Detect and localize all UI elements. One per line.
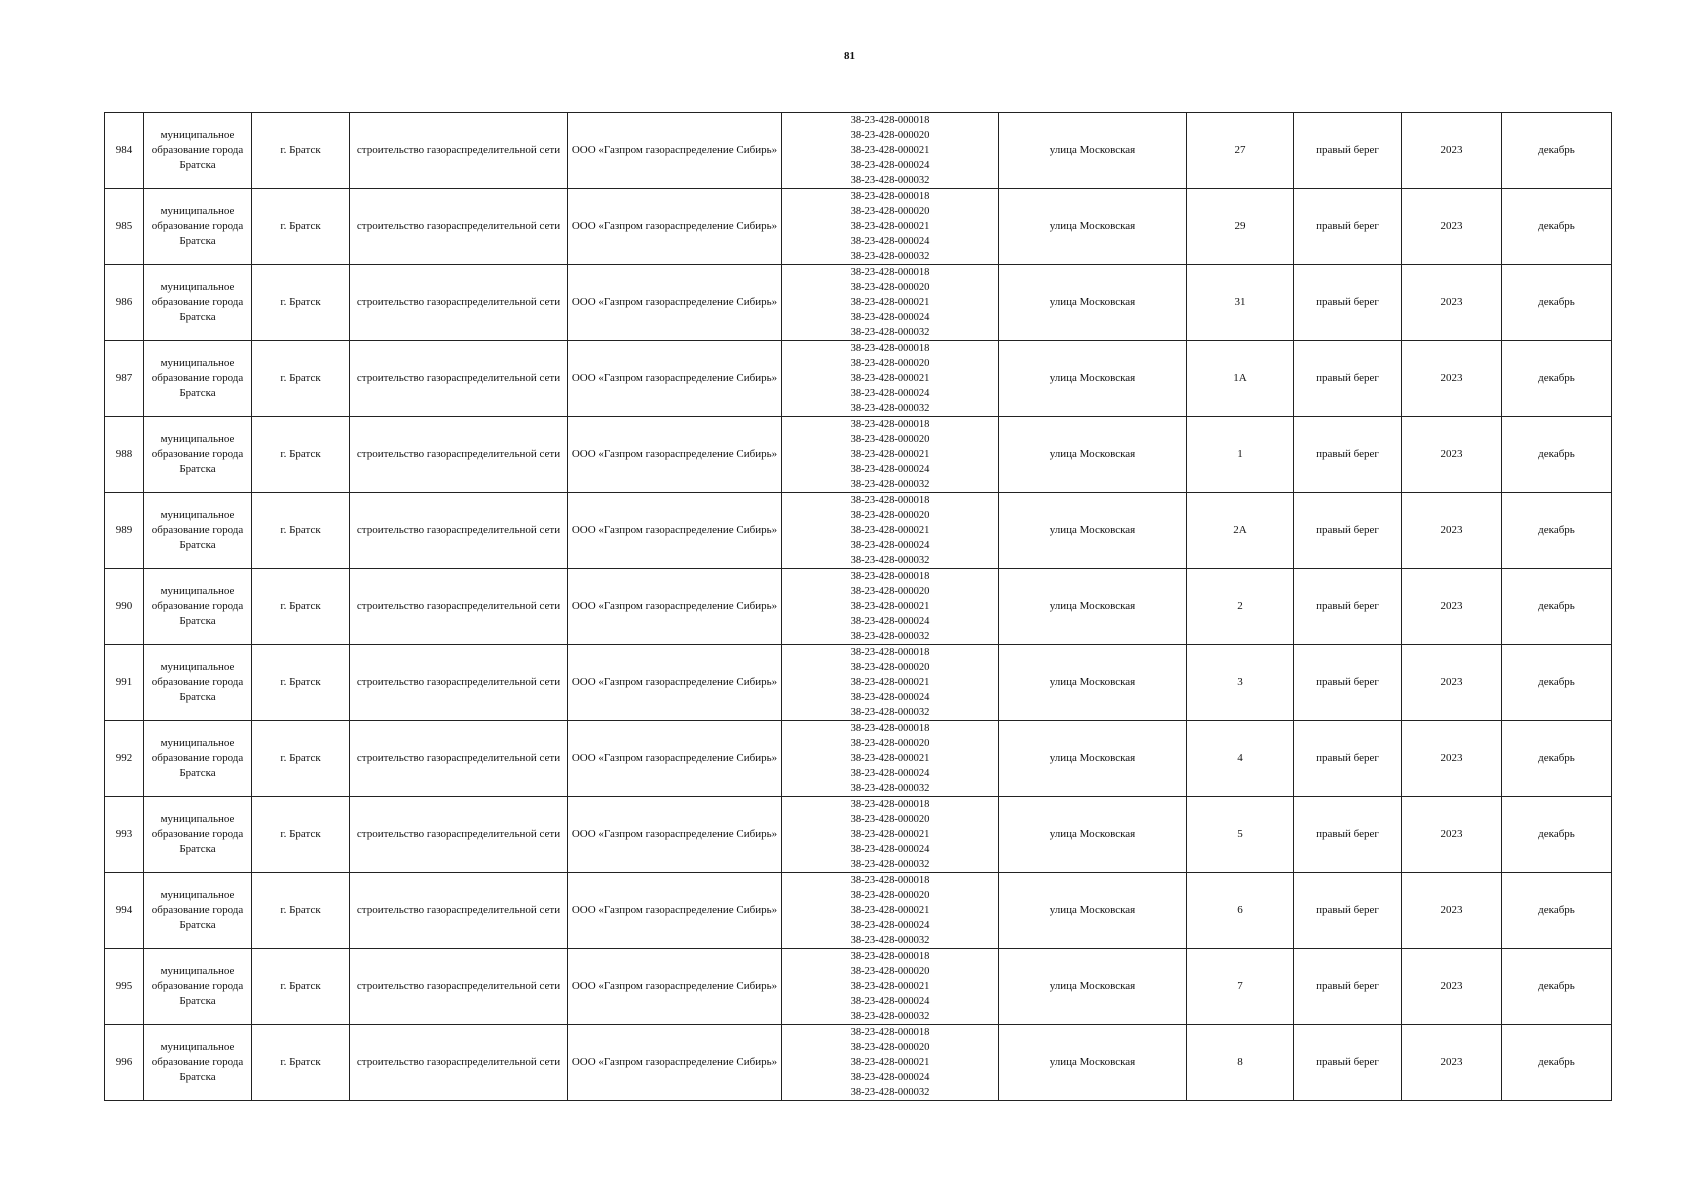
- cadastral-numbers-cell: [782, 797, 999, 873]
- cadastral-number: 38-23-428-000021: [850, 145, 930, 156]
- cadastral-number: 38-23-428-000032: [850, 707, 930, 718]
- municipality-cell: муниципальное образование города Братска: [144, 569, 252, 645]
- month-cell: декабрь: [1502, 949, 1612, 1025]
- month-cell: декабрь: [1502, 569, 1612, 645]
- cadastral-number: 38-23-428-000020: [850, 358, 930, 369]
- organization-cell: ООО «Газпром газораспределение Сибирь»: [568, 493, 782, 569]
- house-number-cell: 8: [1187, 1025, 1294, 1101]
- house-number-cell: 5: [1187, 797, 1294, 873]
- row-number: 985: [105, 189, 144, 265]
- municipality-cell: муниципальное образование города Братска: [144, 1025, 252, 1101]
- locality-cell: г. Братск: [252, 873, 350, 949]
- row-number: 984: [105, 113, 144, 189]
- work-type-cell: строительство газораспределительной сети: [350, 797, 568, 873]
- cadastral-number: 38-23-428-000021: [850, 677, 930, 688]
- organization-cell: ООО «Газпром газораспределение Сибирь»: [568, 1025, 782, 1101]
- cadastral-numbers-cell: [782, 265, 999, 341]
- registry-table: [104, 112, 1612, 1101]
- street-cell: улица Московская: [999, 797, 1187, 873]
- cadastral-number: 38-23-428-000021: [850, 449, 930, 460]
- municipality-cell: муниципальное образование города Братска: [144, 189, 252, 265]
- month-cell: декабрь: [1502, 721, 1612, 797]
- house-number-cell: 1А: [1187, 341, 1294, 417]
- table-row: [105, 341, 1612, 417]
- cadastral-number: 38-23-428-000021: [850, 905, 930, 916]
- work-type-cell: строительство газораспределительной сети: [350, 189, 568, 265]
- locality-cell: г. Братск: [252, 1025, 350, 1101]
- cadastral-number: 38-23-428-000018: [850, 571, 930, 582]
- cadastral-numbers-cell: [782, 417, 999, 493]
- cadastral-number: 38-23-428-000032: [850, 555, 930, 566]
- organization-cell: ООО «Газпром газораспределение Сибирь»: [568, 949, 782, 1025]
- street-cell: улица Московская: [999, 265, 1187, 341]
- work-type-cell: строительство газораспределительной сети: [350, 569, 568, 645]
- house-number-cell: 29: [1187, 189, 1294, 265]
- cadastral-number: 38-23-428-000020: [850, 738, 930, 749]
- cadastral-number: 38-23-428-000024: [850, 844, 930, 855]
- municipality-cell: муниципальное образование города Братска: [144, 873, 252, 949]
- table-row: [105, 417, 1612, 493]
- cadastral-number: 38-23-428-000021: [850, 297, 930, 308]
- district-cell: правый берег: [1294, 797, 1402, 873]
- work-type-cell: строительство газораспределительной сети: [350, 721, 568, 797]
- district-cell: правый берег: [1294, 721, 1402, 797]
- district-cell: правый берег: [1294, 417, 1402, 493]
- district-cell: правый берег: [1294, 341, 1402, 417]
- house-number-cell: 7: [1187, 949, 1294, 1025]
- street-cell: улица Московская: [999, 417, 1187, 493]
- organization-cell: ООО «Газпром газораспределение Сибирь»: [568, 265, 782, 341]
- district-cell: правый берег: [1294, 265, 1402, 341]
- cadastral-number: 38-23-428-000021: [850, 601, 930, 612]
- month-cell: декабрь: [1502, 265, 1612, 341]
- house-number-cell: 31: [1187, 265, 1294, 341]
- street-cell: улица Московская: [999, 113, 1187, 189]
- work-type-cell: строительство газораспределительной сети: [350, 949, 568, 1025]
- cadastral-number: 38-23-428-000024: [850, 312, 930, 323]
- street-cell: улица Московская: [999, 341, 1187, 417]
- cadastral-number: 38-23-428-000020: [850, 890, 930, 901]
- street-cell: улица Московская: [999, 873, 1187, 949]
- locality-cell: г. Братск: [252, 721, 350, 797]
- table-row: [105, 265, 1612, 341]
- cadastral-number: 38-23-428-000020: [850, 282, 930, 293]
- year-cell: 2023: [1402, 189, 1502, 265]
- work-type-cell: строительство газораспределительной сети: [350, 645, 568, 721]
- cadastral-numbers-cell: [782, 873, 999, 949]
- municipality-cell: муниципальное образование города Братска: [144, 797, 252, 873]
- registry-body: [105, 113, 1612, 1101]
- cadastral-number: 38-23-428-000021: [850, 981, 930, 992]
- cadastral-number: 38-23-428-000018: [850, 115, 930, 126]
- cadastral-number: 38-23-428-000024: [850, 540, 930, 551]
- cadastral-numbers-cell: [782, 493, 999, 569]
- work-type-cell: строительство газораспределительной сети: [350, 265, 568, 341]
- table-row: [105, 493, 1612, 569]
- year-cell: 2023: [1402, 113, 1502, 189]
- row-number: 994: [105, 873, 144, 949]
- municipality-cell: муниципальное образование города Братска: [144, 645, 252, 721]
- house-number-cell: 1: [1187, 417, 1294, 493]
- cadastral-number: 38-23-428-000032: [850, 327, 930, 338]
- municipality-cell: муниципальное образование города Братска: [144, 341, 252, 417]
- cadastral-number: 38-23-428-000032: [850, 1087, 930, 1098]
- locality-cell: г. Братск: [252, 797, 350, 873]
- cadastral-number: 38-23-428-000021: [850, 753, 930, 764]
- cadastral-number: 38-23-428-000018: [850, 343, 930, 354]
- locality-cell: г. Братск: [252, 341, 350, 417]
- row-number: 992: [105, 721, 144, 797]
- cadastral-number: 38-23-428-000021: [850, 1057, 930, 1068]
- municipality-cell: муниципальное образование города Братска: [144, 417, 252, 493]
- cadastral-number: 38-23-428-000018: [850, 1027, 930, 1038]
- locality-cell: г. Братск: [252, 645, 350, 721]
- year-cell: 2023: [1402, 265, 1502, 341]
- table-row: [105, 873, 1612, 949]
- year-cell: 2023: [1402, 797, 1502, 873]
- year-cell: 2023: [1402, 493, 1502, 569]
- locality-cell: г. Братск: [252, 265, 350, 341]
- house-number-cell: 4: [1187, 721, 1294, 797]
- organization-cell: ООО «Газпром газораспределение Сибирь»: [568, 113, 782, 189]
- year-cell: 2023: [1402, 1025, 1502, 1101]
- cadastral-number: 38-23-428-000024: [850, 160, 930, 171]
- month-cell: декабрь: [1502, 645, 1612, 721]
- locality-cell: г. Братск: [252, 189, 350, 265]
- year-cell: 2023: [1402, 417, 1502, 493]
- cadastral-number: 38-23-428-000024: [850, 692, 930, 703]
- cadastral-numbers-cell: [782, 1025, 999, 1101]
- district-cell: правый берег: [1294, 1025, 1402, 1101]
- cadastral-number: 38-23-428-000018: [850, 191, 930, 202]
- month-cell: декабрь: [1502, 341, 1612, 417]
- street-cell: улица Московская: [999, 189, 1187, 265]
- year-cell: 2023: [1402, 569, 1502, 645]
- row-number: 991: [105, 645, 144, 721]
- cadastral-number: 38-23-428-000018: [850, 723, 930, 734]
- district-cell: правый берег: [1294, 873, 1402, 949]
- row-number: 989: [105, 493, 144, 569]
- cadastral-number: 38-23-428-000032: [850, 251, 930, 262]
- district-cell: правый берег: [1294, 493, 1402, 569]
- month-cell: декабрь: [1502, 189, 1612, 265]
- cadastral-number: 38-23-428-000020: [850, 662, 930, 673]
- cadastral-numbers-cell: [782, 189, 999, 265]
- organization-cell: ООО «Газпром газораспределение Сибирь»: [568, 569, 782, 645]
- table-row: [105, 645, 1612, 721]
- month-cell: декабрь: [1502, 113, 1612, 189]
- street-cell: улица Московская: [999, 645, 1187, 721]
- table-row: [105, 721, 1612, 797]
- table-row: [105, 113, 1612, 189]
- month-cell: декабрь: [1502, 493, 1612, 569]
- cadastral-numbers-cell: [782, 645, 999, 721]
- cadastral-number: 38-23-428-000021: [850, 525, 930, 536]
- district-cell: правый берег: [1294, 645, 1402, 721]
- house-number-cell: 3: [1187, 645, 1294, 721]
- table-row: [105, 569, 1612, 645]
- cadastral-numbers-cell: [782, 569, 999, 645]
- row-number: 993: [105, 797, 144, 873]
- cadastral-number: 38-23-428-000032: [850, 175, 930, 186]
- organization-cell: ООО «Газпром газораспределение Сибирь»: [568, 873, 782, 949]
- year-cell: 2023: [1402, 873, 1502, 949]
- work-type-cell: строительство газораспределительной сети: [350, 417, 568, 493]
- cadastral-number: 38-23-428-000032: [850, 403, 930, 414]
- organization-cell: ООО «Газпром газораспределение Сибирь»: [568, 417, 782, 493]
- cadastral-number: 38-23-428-000020: [850, 1042, 930, 1053]
- locality-cell: г. Братск: [252, 113, 350, 189]
- cadastral-number: 38-23-428-000021: [850, 221, 930, 232]
- municipality-cell: муниципальное образование города Братска: [144, 949, 252, 1025]
- cadastral-number: 38-23-428-000020: [850, 130, 930, 141]
- organization-cell: ООО «Газпром газораспределение Сибирь»: [568, 341, 782, 417]
- cadastral-number: 38-23-428-000020: [850, 814, 930, 825]
- house-number-cell: 2А: [1187, 493, 1294, 569]
- organization-cell: ООО «Газпром газораспределение Сибирь»: [568, 721, 782, 797]
- table-row: [105, 189, 1612, 265]
- cadastral-number: 38-23-428-000018: [850, 951, 930, 962]
- month-cell: декабрь: [1502, 797, 1612, 873]
- year-cell: 2023: [1402, 341, 1502, 417]
- row-number: 986: [105, 265, 144, 341]
- organization-cell: ООО «Газпром газораспределение Сибирь»: [568, 189, 782, 265]
- cadastral-number: 38-23-428-000018: [850, 419, 930, 430]
- cadastral-number: 38-23-428-000024: [850, 996, 930, 1007]
- cadastral-number: 38-23-428-000024: [850, 920, 930, 931]
- street-cell: улица Московская: [999, 949, 1187, 1025]
- table-row: [105, 1025, 1612, 1101]
- house-number-cell: 2: [1187, 569, 1294, 645]
- district-cell: правый берег: [1294, 569, 1402, 645]
- cadastral-number: 38-23-428-000032: [850, 859, 930, 870]
- row-number: 990: [105, 569, 144, 645]
- cadastral-number: 38-23-428-000020: [850, 586, 930, 597]
- cadastral-number: 38-23-428-000024: [850, 616, 930, 627]
- cadastral-numbers-cell: [782, 113, 999, 189]
- table-row: [105, 949, 1612, 1025]
- municipality-cell: муниципальное образование города Братска: [144, 113, 252, 189]
- cadastral-number: 38-23-428-000018: [850, 495, 930, 506]
- work-type-cell: строительство газораспределительной сети: [350, 873, 568, 949]
- cadastral-number: 38-23-428-000024: [850, 464, 930, 475]
- district-cell: правый берег: [1294, 949, 1402, 1025]
- month-cell: декабрь: [1502, 1025, 1612, 1101]
- cadastral-numbers-cell: [782, 341, 999, 417]
- work-type-cell: строительство газораспределительной сети: [350, 493, 568, 569]
- cadastral-number: 38-23-428-000018: [850, 875, 930, 886]
- year-cell: 2023: [1402, 949, 1502, 1025]
- cadastral-number: 38-23-428-000024: [850, 768, 930, 779]
- street-cell: улица Московская: [999, 721, 1187, 797]
- year-cell: 2023: [1402, 721, 1502, 797]
- cadastral-numbers-cell: [782, 721, 999, 797]
- municipality-cell: муниципальное образование города Братска: [144, 265, 252, 341]
- cadastral-number: 38-23-428-000020: [850, 434, 930, 445]
- district-cell: правый берег: [1294, 189, 1402, 265]
- house-number-cell: 6: [1187, 873, 1294, 949]
- cadastral-number: 38-23-428-000024: [850, 236, 930, 247]
- row-number: 988: [105, 417, 144, 493]
- page-number: 81: [844, 50, 855, 62]
- house-number-cell: 27: [1187, 113, 1294, 189]
- work-type-cell: строительство газораспределительной сети: [350, 1025, 568, 1101]
- cadastral-number: 38-23-428-000018: [850, 267, 930, 278]
- row-number: 987: [105, 341, 144, 417]
- organization-cell: ООО «Газпром газораспределение Сибирь»: [568, 797, 782, 873]
- cadastral-number: 38-23-428-000018: [850, 647, 930, 658]
- locality-cell: г. Братск: [252, 493, 350, 569]
- street-cell: улица Московская: [999, 1025, 1187, 1101]
- cadastral-number: 38-23-428-000024: [850, 388, 930, 399]
- cadastral-number: 38-23-428-000020: [850, 206, 930, 217]
- cadastral-number: 38-23-428-000021: [850, 829, 930, 840]
- cadastral-number: 38-23-428-000032: [850, 783, 930, 794]
- cadastral-number: 38-23-428-000020: [850, 510, 930, 521]
- work-type-cell: строительство газораспределительной сети: [350, 113, 568, 189]
- work-type-cell: строительство газораспределительной сети: [350, 341, 568, 417]
- street-cell: улица Московская: [999, 569, 1187, 645]
- cadastral-number: 38-23-428-000018: [850, 799, 930, 810]
- street-cell: улица Московская: [999, 493, 1187, 569]
- table-row: [105, 797, 1612, 873]
- year-cell: 2023: [1402, 645, 1502, 721]
- cadastral-number: 38-23-428-000020: [850, 966, 930, 977]
- locality-cell: г. Братск: [252, 569, 350, 645]
- row-number: 996: [105, 1025, 144, 1101]
- district-cell: правый берег: [1294, 113, 1402, 189]
- locality-cell: г. Братск: [252, 949, 350, 1025]
- month-cell: декабрь: [1502, 873, 1612, 949]
- cadastral-numbers-cell: [782, 949, 999, 1025]
- locality-cell: г. Братск: [252, 417, 350, 493]
- cadastral-number: 38-23-428-000032: [850, 479, 930, 490]
- municipality-cell: муниципальное образование города Братска: [144, 493, 252, 569]
- month-cell: декабрь: [1502, 417, 1612, 493]
- cadastral-number: 38-23-428-000032: [850, 935, 930, 946]
- cadastral-number: 38-23-428-000024: [850, 1072, 930, 1083]
- cadastral-number: 38-23-428-000032: [850, 631, 930, 642]
- organization-cell: ООО «Газпром газораспределение Сибирь»: [568, 645, 782, 721]
- row-number: 995: [105, 949, 144, 1025]
- municipality-cell: муниципальное образование города Братска: [144, 721, 252, 797]
- cadastral-number: 38-23-428-000021: [850, 373, 930, 384]
- cadastral-number: 38-23-428-000032: [850, 1011, 930, 1022]
